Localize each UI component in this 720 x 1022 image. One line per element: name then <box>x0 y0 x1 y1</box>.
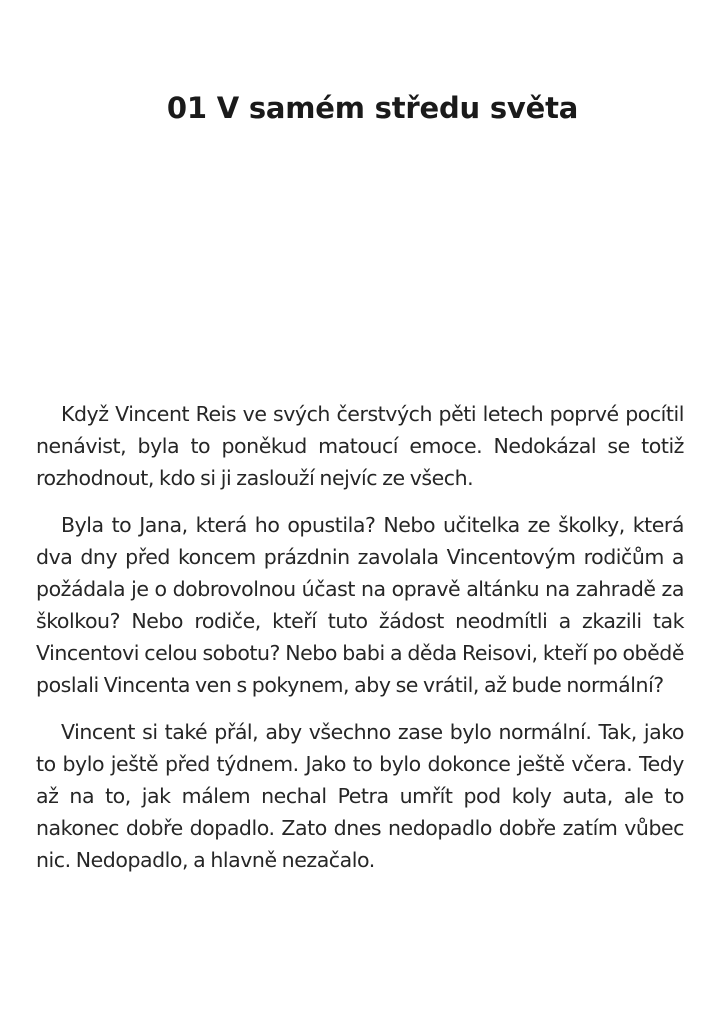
paragraph-1: Když Vincent Reis ve svých čerstvých pěti letech poprvé pocítil nenávist, byla to poněkud matoucí emoce. Nedokázal se totiž rozhodnout, kdo si ji zaslouží nejvíc ze všech. <box>36 402 684 490</box>
paragraph-2: Byla to Jana, která ho opustila? Nebo učitelka ze školky, která dva dny před koncem prázdnin zavolala Vincentovým rodičům a požádala je o dobrovolnou účast na opravě altánku na zahradě za školkou? Nebo rodiče, kteří tuto žádost neodmítli a zkazili tak Vincentovi celou sobotu? Nebo babi a děda Reisovi, kteří po obědě poslali Vincenta ven s pokynem, aby se vrátil, až bude normální? <box>36 513 684 697</box>
chapter-body <box>36 398 684 891</box>
paragraph-3: Vincent si také přál, aby všechno zase bylo normální. Tak, jako to bylo ještě před týdnem. Jako to bylo dokonce ještě včera. Tedy až na to, jak málem nechal Petra umřít pod koly auta, ale to nakonec dobře dopadlo. Zato dnes nedopadlo dobře zatím vůbec nic. Nedopadlo, a hlavně nezačalo. <box>36 720 684 872</box>
chapter-title: 01 V samém středu světa <box>166 91 579 125</box>
